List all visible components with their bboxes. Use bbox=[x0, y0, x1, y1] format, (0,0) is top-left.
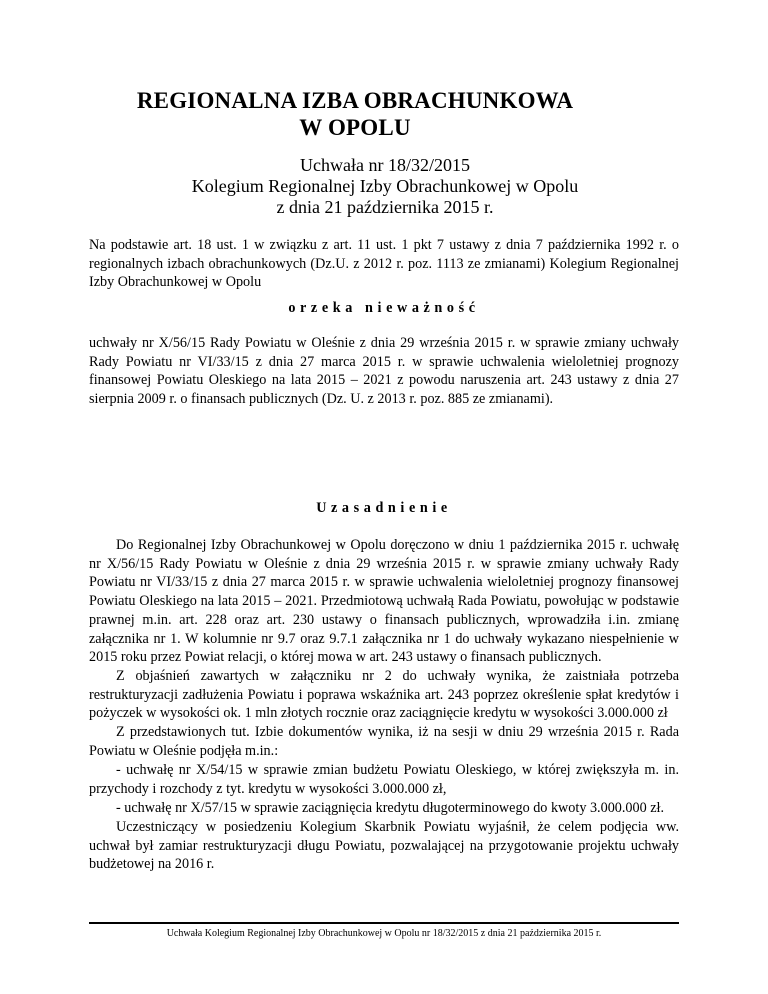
page-footer: Uchwała Kolegium Regionalnej Izby Obrachunkowej w Opolu nr 18/32/2015 z dnia 21 października 2015 r. bbox=[166, 928, 602, 939]
institution-city: W OPOLU bbox=[299, 115, 411, 140]
decision-heading: orzeka nieważność bbox=[288, 300, 480, 316]
justification-paragraph-1: Do Regionalnej Izby Obrachunkowej w Opolu doręczono w dniu 1 października 2015 r. uchwałę nr X/56/15 Rady Powiatu w Oleśnie z dnia 29 września 2015 r. w sprawie zmiany uchwały Rady Powiatu nr VI/33/15 z dnia 27 marca 2015 r. w sprawie uchwalenia wieloletniej prognozy finansowej Powiatu Oleskiego na lata 2015 – 2021. Przedmiotową uchwałą Rada Powiatu, powołując w podstawie prawnej m.in. art. 228 oraz art. 230 ustawy o finansach publicznych, wprowadziła i.in. zmianę załącznika nr 1. W kolumnie nr 9.7 oraz 9.7.1 załącznika nr 1 do uchwały wykazano niespełnienie w 2015 roku przez Powiat relacji, o której mowa w art. 243 ustawy o finansach publicznych. bbox=[89, 537, 679, 666]
justification-paragraph-3: Z przedstawionych tut. Izbie dokumentów wynika, iż na sesji w dniu 29 września 2015 r. Rada Powiatu w Oleśnie podjęła m.in.: bbox=[89, 724, 679, 759]
resolution-body: Kolegium Regionalnej Izby Obrachunkowej w Opolu bbox=[191, 176, 579, 196]
legal-basis-paragraph: Na podstawie art. 18 ust. 1 w związku z art. 11 ust. 1 pkt 7 ustawy z dnia 7 października 1992 r. o regionalnych izbach obrachunkowych (Dz.U. z 2012 r. poz. 1113 ze zmianami) Kolegium Regionalnej Izby Obrachunkowej w Opolu bbox=[89, 237, 679, 291]
institution-title: REGIONALNA IZBA OBRACHUNKOWA bbox=[136, 88, 574, 113]
justification-paragraph-4: - uchwałę nr X/54/15 w sprawie zmian budżetu Powiatu Oleskiego, w której zwiększyła m. in. przychody i rozchody z tyt. kredytu w wysokości 3.000.000 zł, bbox=[89, 762, 679, 797]
decision-paragraph: uchwały nr X/56/15 Rady Powiatu w Oleśnie z dnia 29 września 2015 r. w sprawie zmiany uchwały Rady Powiatu nr VI/33/15 z dnia 27 marca 2015 r. w sprawie uchwalenia wieloletniej prognozy finansowej Powiatu Oleskiego na lata 2015 – 2021 z powodu naruszenia art. 243 ustawy z dnia 27 sierpnia 2009 r. o finansach publicznych (Dz. U. z 2013 r. poz. 885 ze zmianami). bbox=[89, 335, 679, 408]
footer-divider bbox=[89, 922, 679, 924]
justification-paragraph-2: Z objaśnień zawartych w załączniku nr 2 do uchwały wynika, że zaistniała potrzeba restrukturyzacji zadłużenia Powiatu i poprawa wskaźnika art. 243 poprzez określenie spłat kredytów i pożyczek w wysokości ok. 1 mln złotych rocznie oraz zaciągnięcie kredytu w wysokości 3.000.000 zł bbox=[89, 668, 679, 722]
resolution-date: z dnia 21 października 2015 r. bbox=[276, 197, 494, 217]
justification-heading: Uzasadnienie bbox=[316, 500, 452, 516]
justification-paragraph-5: - uchwałę nr X/57/15 w sprawie zaciągnięcia kredytu długoterminowego do kwoty 3.000.000 zł. bbox=[116, 800, 665, 816]
resolution-number: Uchwała nr 18/32/2015 bbox=[300, 155, 470, 175]
justification-paragraph-6: Uczestniczący w posiedzeniu Kolegium Skarbnik Powiatu wyjaśnił, że celem podjęcia ww. uchwał był zamiar restrukturyzacji długu Powiatu, pozwalającej na przygotowanie projektu uchwały budżetowej na 2016 r. bbox=[89, 819, 679, 873]
